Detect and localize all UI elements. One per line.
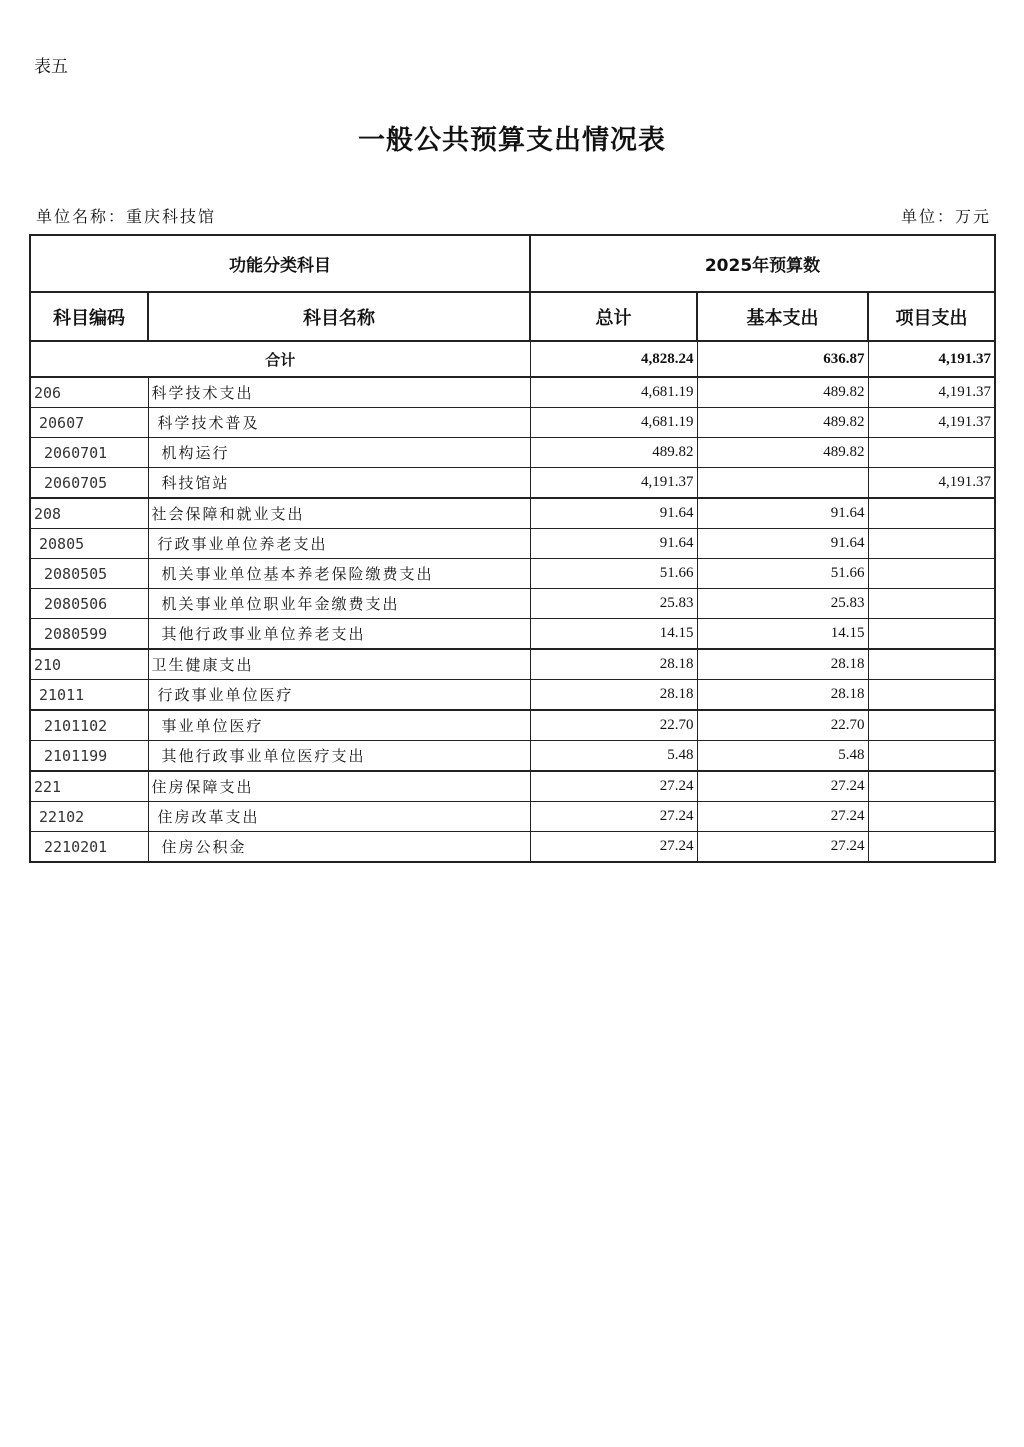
row-project: 4,191.37 <box>868 468 995 499</box>
total-total: 4,828.24 <box>530 341 697 377</box>
table-row <box>30 438 995 468</box>
row-code: 2080505 <box>30 559 148 589</box>
row-basic: 28.18 <box>697 649 868 680</box>
row-basic: 28.18 <box>697 680 868 711</box>
row-code: 21011 <box>30 680 148 711</box>
row-total: 91.64 <box>530 529 697 559</box>
table-row <box>30 529 995 559</box>
row-code: 2080599 <box>30 619 148 650</box>
table-row <box>30 408 995 438</box>
row-total: 14.15 <box>530 619 697 650</box>
table-row <box>30 619 995 650</box>
row-code: 20607 <box>30 408 148 438</box>
header-functional-category: 功能分类科目 <box>30 235 530 292</box>
row-code: 208 <box>30 498 148 529</box>
table-row <box>30 649 995 680</box>
table-label: 表五 <box>34 57 68 77</box>
header-name: 科目名称 <box>148 292 530 341</box>
row-basic: 5.48 <box>697 741 868 772</box>
row-name: 行政事业单位养老支出 <box>148 529 530 559</box>
row-basic: 27.24 <box>697 802 868 832</box>
row-basic: 489.82 <box>697 438 868 468</box>
total-row <box>30 341 995 377</box>
table-row <box>30 589 995 619</box>
header-total: 总计 <box>530 292 697 341</box>
row-basic: 14.15 <box>697 619 868 650</box>
table-row <box>30 377 995 408</box>
unit-label: 单位：万元 <box>900 207 991 226</box>
row-code: 210 <box>30 649 148 680</box>
header-row-2 <box>30 292 995 341</box>
row-project <box>868 559 995 589</box>
total-label: 合计 <box>30 341 530 377</box>
row-basic <box>697 468 868 499</box>
row-name: 卫生健康支出 <box>148 649 530 680</box>
row-project <box>868 649 995 680</box>
header-row-1 <box>30 235 995 292</box>
header-budget-year: 2025年预算数 <box>530 235 995 292</box>
row-project: 4,191.37 <box>868 377 995 408</box>
row-name: 住房改革支出 <box>148 802 530 832</box>
table-row <box>30 741 995 772</box>
row-basic: 91.64 <box>697 529 868 559</box>
unit-name: 单位名称：重庆科技馆 <box>36 207 217 226</box>
budget-table <box>29 234 996 863</box>
row-project: 4,191.37 <box>868 408 995 438</box>
row-code: 221 <box>30 771 148 802</box>
page-title: 一般公共预算支出情况表 <box>358 125 666 156</box>
row-basic: 27.24 <box>697 832 868 863</box>
row-name: 事业单位医疗 <box>148 710 530 741</box>
row-project <box>868 498 995 529</box>
table-row <box>30 468 995 499</box>
row-basic: 22.70 <box>697 710 868 741</box>
row-project <box>868 741 995 772</box>
table-row <box>30 559 995 589</box>
row-total: 27.24 <box>530 832 697 863</box>
row-total: 4,191.37 <box>530 468 697 499</box>
table-row <box>30 498 995 529</box>
row-code: 2101102 <box>30 710 148 741</box>
row-basic: 489.82 <box>697 377 868 408</box>
header-project: 项目支出 <box>868 292 995 341</box>
row-name: 其他行政事业单位养老支出 <box>148 619 530 650</box>
row-name: 社会保障和就业支出 <box>148 498 530 529</box>
row-total: 28.18 <box>530 649 697 680</box>
row-project <box>868 529 995 559</box>
row-basic: 91.64 <box>697 498 868 529</box>
row-name: 科技馆站 <box>148 468 530 499</box>
table-row <box>30 710 995 741</box>
row-code: 2060701 <box>30 438 148 468</box>
row-basic: 51.66 <box>697 559 868 589</box>
row-total: 489.82 <box>530 438 697 468</box>
row-code: 20805 <box>30 529 148 559</box>
row-total: 4,681.19 <box>530 408 697 438</box>
row-name: 科学技术普及 <box>148 408 530 438</box>
header-basic: 基本支出 <box>697 292 868 341</box>
row-total: 5.48 <box>530 741 697 772</box>
row-name: 机关事业单位职业年金缴费支出 <box>148 589 530 619</box>
row-code: 22102 <box>30 802 148 832</box>
row-name: 住房保障支出 <box>148 771 530 802</box>
row-name: 机关事业单位基本养老保险缴费支出 <box>148 559 530 589</box>
row-total: 27.24 <box>530 802 697 832</box>
row-project <box>868 832 995 863</box>
row-total: 28.18 <box>530 680 697 711</box>
total-basic: 636.87 <box>697 341 868 377</box>
row-total: 91.64 <box>530 498 697 529</box>
row-name: 机构运行 <box>148 438 530 468</box>
row-total: 27.24 <box>530 771 697 802</box>
row-project <box>868 680 995 711</box>
table-row <box>30 771 995 802</box>
row-project <box>868 438 995 468</box>
row-code: 206 <box>30 377 148 408</box>
table-row <box>30 680 995 711</box>
row-code: 2101199 <box>30 741 148 772</box>
row-code: 2210201 <box>30 832 148 863</box>
row-project <box>868 802 995 832</box>
row-total: 25.83 <box>530 589 697 619</box>
table-row <box>30 832 995 863</box>
row-project <box>868 619 995 650</box>
row-name: 行政事业单位医疗 <box>148 680 530 711</box>
total-project: 4,191.37 <box>868 341 995 377</box>
row-name: 其他行政事业单位医疗支出 <box>148 741 530 772</box>
row-total: 4,681.19 <box>530 377 697 408</box>
row-project <box>868 771 995 802</box>
row-basic: 25.83 <box>697 589 868 619</box>
row-basic: 489.82 <box>697 408 868 438</box>
row-total: 22.70 <box>530 710 697 741</box>
header-code: 科目编码 <box>30 292 148 341</box>
row-project <box>868 710 995 741</box>
row-total: 51.66 <box>530 559 697 589</box>
row-code: 2060705 <box>30 468 148 499</box>
table-row <box>30 802 995 832</box>
row-code: 2080506 <box>30 589 148 619</box>
row-project <box>868 589 995 619</box>
row-basic: 27.24 <box>697 771 868 802</box>
row-name: 住房公积金 <box>148 832 530 863</box>
row-name: 科学技术支出 <box>148 377 530 408</box>
